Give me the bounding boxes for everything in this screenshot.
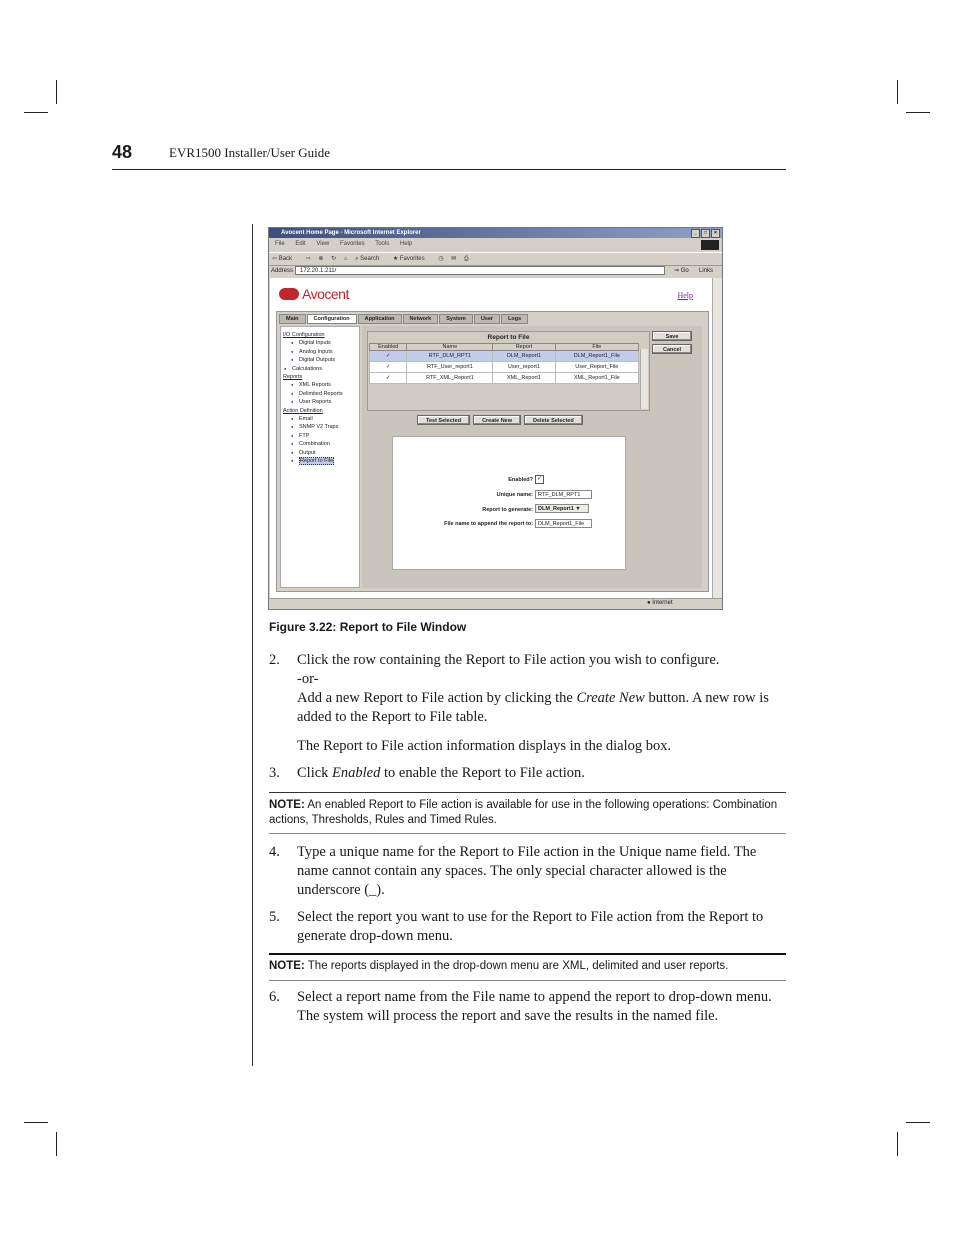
chevron-down-icon: ▼ <box>575 506 581 512</box>
table-caption: Report to File <box>487 334 530 341</box>
step-2-line1: Click the row containing the Report to File action you wish to configure. <box>297 652 720 668</box>
note-rule-bottom <box>269 980 786 981</box>
note-1 <box>269 798 786 828</box>
text-span: Click <box>297 765 333 781</box>
cancel-button[interactable]: Cancel <box>652 344 692 354</box>
tree-item-snmp-traps[interactable] <box>283 423 357 431</box>
unique-name-input[interactable]: RTF_DLM_RPT1 <box>535 490 592 499</box>
tree-item-digital-outputs[interactable] <box>283 356 357 364</box>
main-panel <box>362 326 702 588</box>
tree-item-combination[interactable] <box>283 440 357 448</box>
crop-mark <box>897 80 898 104</box>
crop-mark <box>56 1132 57 1156</box>
tab-network[interactable]: Network <box>403 314 439 324</box>
note-text: The reports displayed in the drop-down menu are XML, delimited and user reports. <box>304 960 729 972</box>
column-header[interactable]: Enabled <box>370 344 407 351</box>
tab-application[interactable]: Application <box>358 314 402 324</box>
tree-item-label: Delimited Reports <box>299 390 343 397</box>
mail-icon[interactable]: ✉ <box>451 256 457 262</box>
print-icon[interactable]: ⎙ <box>463 256 469 262</box>
back-label: Back <box>278 256 293 262</box>
tree-item-label: Digital Outputs <box>299 357 336 364</box>
tree-item-delimited-reports[interactable] <box>283 390 357 398</box>
report-to-generate-label: Report to generate: <box>482 507 533 513</box>
menu-edit[interactable]: Edit <box>295 241 306 247</box>
search-button[interactable]: ⌕ Search <box>355 256 380 262</box>
table-row[interactable] <box>370 373 639 384</box>
page-number: 48 <box>112 142 133 162</box>
stop-icon[interactable]: ⊗ <box>318 256 324 262</box>
note-label: NOTE: <box>269 799 305 811</box>
status-bar <box>269 598 722 609</box>
create-new-button[interactable]: Create New <box>473 415 521 425</box>
tree-item-user-reports[interactable] <box>283 398 357 406</box>
close-icon[interactable]: × <box>711 229 720 238</box>
tree-group-action-definition[interactable]: Action Definition <box>283 407 323 414</box>
note-rule-bottom <box>269 833 786 834</box>
tree-item-digital-inputs[interactable] <box>283 339 357 347</box>
text-span: to enable the Report to File action. <box>380 765 585 781</box>
tree-item-calculations[interactable] <box>283 365 357 373</box>
tree-group-reports[interactable]: Reports <box>283 374 303 381</box>
tab-user[interactable]: User <box>474 314 500 324</box>
crop-mark <box>56 80 57 104</box>
tab-system[interactable]: System <box>439 314 473 324</box>
step-2-after: The Report to File action information displays in the dialog box. <box>297 738 672 754</box>
tree-item-label: User Reports <box>299 399 332 406</box>
table-header-row <box>370 344 639 351</box>
window-controls <box>691 229 720 238</box>
step-number: 6. <box>269 989 280 1005</box>
tree-item-label: Email <box>299 416 313 423</box>
text-span: button. A new row is added to the Report to File table. <box>297 690 769 725</box>
test-selected-button[interactable]: Test Selected <box>417 415 470 425</box>
crop-mark <box>906 1122 930 1123</box>
history-icon[interactable]: ◷ <box>438 256 444 262</box>
step-text <box>297 651 789 727</box>
enabled-checkbox[interactable]: ✓ <box>370 373 407 384</box>
report-to-generate-select[interactable] <box>535 504 589 513</box>
guide-title: EVR1500 Installer/User Guide <box>169 145 331 160</box>
step-number: 5. <box>269 909 280 925</box>
step-2-or: -or- <box>297 671 319 687</box>
go-label: Go <box>680 268 689 274</box>
table-row[interactable] <box>370 351 639 362</box>
report-cell: User_report1 <box>493 362 555 373</box>
address-input[interactable]: 172.20.1.211/ <box>295 266 665 275</box>
menu-favorites[interactable]: Favorites <box>339 241 365 247</box>
emphasis: Create New <box>576 690 645 706</box>
navigation-tree <box>280 326 360 588</box>
name-cell: RTF_User_report1 <box>407 362 493 373</box>
text-span: Add a new Report to File action by clicking the <box>297 690 577 706</box>
step-2-add <box>297 689 789 727</box>
table-action-buttons <box>417 415 583 428</box>
tree-group-io[interactable]: I/O Configuration <box>283 332 325 338</box>
tree-item-label: Calculations <box>292 365 322 372</box>
home-icon[interactable]: ⌂ <box>343 256 348 262</box>
zone-label: Internet <box>652 600 673 606</box>
report-to-file-dialog <box>392 436 626 570</box>
note-label: NOTE: <box>269 960 305 972</box>
enabled-checkbox[interactable]: ✓ <box>370 362 407 373</box>
report-cell: XML_Report1 <box>493 373 555 384</box>
crop-mark <box>906 112 930 113</box>
note-rule-top <box>269 953 786 955</box>
figure-screenshot <box>268 227 723 610</box>
address-bar <box>269 265 722 277</box>
enabled-checkbox[interactable]: ✓ <box>536 476 543 482</box>
browser-toolbar <box>269 252 722 266</box>
report-cell: DLM_Report1 <box>493 351 555 362</box>
links-label[interactable]: Links <box>699 268 714 274</box>
note-2 <box>269 959 786 974</box>
crop-mark <box>24 1122 48 1123</box>
tree-item-output[interactable] <box>283 449 357 457</box>
tab-bar <box>279 314 528 324</box>
step-number: 3. <box>269 765 280 781</box>
tree-item-analog-inputs[interactable] <box>283 348 357 356</box>
column-header[interactable]: Report <box>493 344 555 351</box>
table-scrollbar[interactable] <box>640 349 648 409</box>
tree-item-ftp[interactable] <box>283 432 357 440</box>
step-number: 4. <box>269 844 280 860</box>
refresh-icon[interactable]: ↻ <box>331 256 337 262</box>
file-cell: User_Report_File <box>555 362 638 373</box>
tree-item-email[interactable] <box>283 415 357 423</box>
step-text: Select the report you want to use for the Report to File action from the Report to generate drop-down menu. <box>297 909 764 944</box>
page-header <box>112 142 786 170</box>
file-cell: DLM_Report1_File <box>555 351 638 362</box>
help-link[interactable]: Help <box>677 291 693 300</box>
tree-item-label: Output <box>299 449 316 456</box>
figure-caption: Figure 3.22: Report to File Window <box>269 620 467 634</box>
menu-view[interactable]: View <box>316 241 330 247</box>
favorites-button[interactable]: ★ Favorites <box>392 256 425 262</box>
app-frame <box>276 311 709 592</box>
column-header[interactable]: File <box>555 344 638 351</box>
maximize-icon[interactable]: □ <box>701 229 710 238</box>
name-cell: RTF_XML_Report1 <box>407 373 493 384</box>
back-button[interactable]: ⇦ Back <box>272 256 293 262</box>
file-cell: XML_Report1_File <box>555 373 638 384</box>
tree-item-report-to-file[interactable] <box>283 457 357 465</box>
window-title-bar <box>269 228 722 238</box>
name-cell: RTF_DLM_RPT1 <box>407 351 493 362</box>
forward-icon[interactable]: ⇨ <box>305 256 311 262</box>
note-text: An enabled Report to File action is available for use in the following operations: Combination actions, Thresholds, Rules and Timed Rules. <box>269 799 778 826</box>
report-table-panel <box>367 331 650 411</box>
menu-help[interactable]: Help <box>399 241 413 247</box>
step-text: Select a report name from the File name to append the report to drop-down menu. The system will process the report and save the results in the named file. <box>297 989 772 1024</box>
tree-item-xml-reports[interactable] <box>283 381 357 389</box>
avocent-logo-icon <box>279 288 299 300</box>
tree-item-label: XML Reports <box>299 382 331 389</box>
crop-mark <box>897 1132 898 1156</box>
delete-selected-button[interactable]: Delete Selected <box>524 415 583 425</box>
address-label: Address <box>271 268 294 274</box>
enabled-checkbox[interactable]: ✓ <box>370 351 407 362</box>
save-button[interactable]: Save <box>652 331 692 341</box>
report-table <box>369 343 639 384</box>
enabled-label: Enabled? <box>508 477 533 483</box>
window-title: Avocent Home Page - Microsoft Internet Explorer <box>281 230 421 236</box>
tree-item-label: Digital Inputs <box>299 340 331 347</box>
tab-logs[interactable]: Logs <box>501 314 528 324</box>
side-buttons <box>652 331 692 357</box>
browser-viewport <box>270 278 713 599</box>
file-name-label: File name to append the report to: <box>444 521 533 527</box>
column-header[interactable]: Name <box>407 344 493 351</box>
tree-item-label: FTP <box>299 432 310 439</box>
favorites-label: Favorites <box>399 256 425 262</box>
go-button[interactable]: ⇒ Go <box>674 268 689 274</box>
unique-name-label: Unique name: <box>496 492 533 498</box>
search-label: Search <box>360 256 380 262</box>
step-text: Type a unique name for the Report to File action in the Unique name field. The name cannot contain any spaces. The only special character allowed is the underscore (_). <box>297 844 757 898</box>
tree-item-label: SNMP V2 Traps <box>299 424 339 431</box>
file-name-select[interactable]: DLM_Report1_File <box>535 519 592 528</box>
menu-file[interactable]: File <box>275 241 285 247</box>
menu-bar <box>269 239 722 250</box>
minimize-icon[interactable]: _ <box>691 229 700 238</box>
margin-rule <box>252 224 253 1066</box>
avocent-logo <box>279 286 349 302</box>
internet-zone: ● Internet <box>647 600 673 606</box>
crop-mark <box>24 112 48 113</box>
windows-logo-icon <box>701 240 719 250</box>
tree-item-label: Report to File <box>300 458 334 465</box>
tree-item-label: Analog Inputs <box>299 348 333 355</box>
step-text <box>297 764 789 783</box>
logo-text: Avocent <box>302 286 349 302</box>
table-row[interactable] <box>370 362 639 373</box>
tree-item-label: Combination <box>299 441 330 448</box>
report-select-value: DLM_Report1 <box>538 506 574 512</box>
menu-tools[interactable]: Tools <box>375 241 390 247</box>
emphasis: Enabled <box>332 765 381 781</box>
tab-main[interactable]: Main <box>279 314 306 324</box>
page-scrollbar[interactable] <box>712 278 722 599</box>
tab-configuration[interactable]: Configuration <box>307 314 357 324</box>
step-number: 2. <box>269 652 280 668</box>
note-rule-top <box>269 792 786 793</box>
